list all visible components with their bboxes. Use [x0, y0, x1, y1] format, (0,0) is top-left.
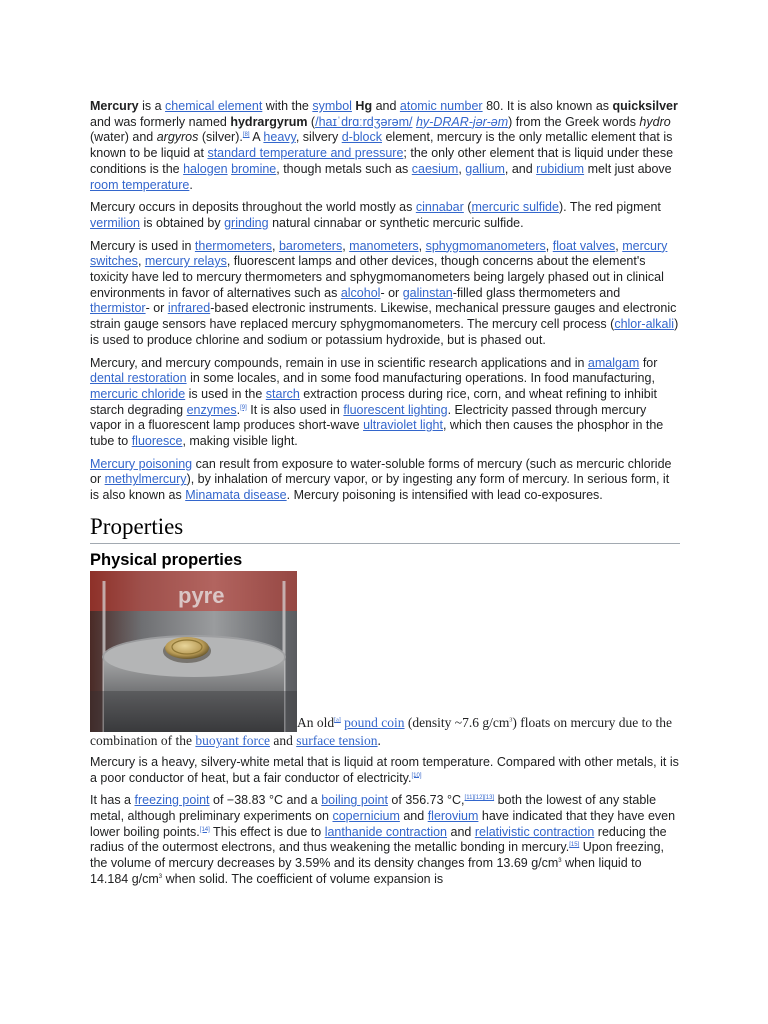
text: (water) and	[90, 130, 157, 145]
link-rubidium[interactable]: rubidium	[536, 161, 585, 176]
text: -filled glass thermometers and	[452, 285, 621, 300]
link-cinnabar[interactable]: cinnabar	[415, 200, 464, 215]
text: ), by inhalation of mercury vapor, or by ingesting any form of mercury. In serious form, it is also known as	[90, 472, 670, 503]
text: natural cinnabar or synthetic mercuric sulfide.	[268, 215, 524, 230]
text: Mercury is a heavy, silvery-white metal that is liquid at room temperature. Compared with other metals, it is a poor conductor of heat, but a fair conductor of electricity.	[90, 754, 679, 785]
text: ) from the Greek words	[508, 114, 640, 129]
text: Mercury, and mercury compounds, remain in use in scientific research applications and in	[90, 355, 588, 370]
text: , making visible light.	[182, 434, 298, 449]
text: ,	[418, 238, 426, 253]
text: (	[463, 200, 472, 215]
text: It has a	[90, 793, 135, 808]
text: with the	[262, 99, 313, 113]
link-infrared[interactable]: infrared	[167, 301, 211, 316]
photo-coin-floating-on-mercury	[90, 571, 297, 732]
link-amalgam[interactable]: amalgam	[587, 355, 640, 370]
text: , fluorescent lamps and other devices, though concerns about the element's toxicity have led to mercury thermometers and sphygmomanometers being largely phased out in clinical environments in favor of alternatives such as	[90, 254, 664, 300]
text: is a	[138, 99, 166, 113]
link-buoyant-force[interactable]: buoyant force	[195, 732, 270, 748]
link-room-temperature[interactable]: room temperature	[90, 177, 190, 192]
text: can result from exposure to water-soluble forms of mercury (such as mercuric chloride or	[90, 456, 672, 487]
text: of 356.73 °C,	[387, 793, 465, 808]
figure-floating-coin	[90, 571, 680, 750]
link-galinstan[interactable]: galinstan	[402, 285, 453, 300]
text: ) floats on mercury due to the combination of the	[90, 714, 673, 748]
reference-link[interactable]: [8]	[242, 132, 250, 139]
link-pound-coin[interactable]: pound coin	[344, 714, 405, 730]
reference-link[interactable]: [a]	[334, 717, 341, 724]
text: of −38.83 °C and a	[209, 793, 322, 808]
text: ,	[272, 238, 279, 253]
reference-link[interactable]: [11][12][13]	[464, 795, 495, 802]
link-grinding[interactable]: grinding	[224, 215, 269, 230]
link-enzymes[interactable]: enzymes	[186, 402, 237, 417]
term-argyros: argyros	[156, 130, 199, 145]
text: This effect is due to	[209, 824, 325, 839]
occurrence-paragraph	[90, 200, 680, 231]
link-symbol[interactable]: symbol	[312, 99, 352, 113]
text: and	[399, 808, 428, 823]
link-caesium[interactable]: caesium	[411, 161, 459, 176]
link-vermilion[interactable]: vermilion	[90, 215, 141, 230]
text: (silver).	[198, 130, 243, 145]
text: ,	[615, 238, 623, 253]
melting-paragraph	[90, 793, 680, 887]
link-starch[interactable]: starch	[265, 386, 300, 401]
text: Upon freezing, the volume of mercury decreases by 3.59% and its density changes from 13.69 g/cm	[90, 840, 664, 871]
subsection-heading-physical-properties: Physical properties	[90, 550, 243, 569]
text: (	[307, 114, 316, 129]
text: .	[236, 402, 241, 417]
text: extraction process during rice, corn, and wheat refining to inhibit starch degrading	[90, 386, 657, 417]
text: ) is used to produce chlorine and sodium or potassium hydroxide, but is phased out.	[90, 317, 679, 347]
text: both the lowest of any stable metal, although preliminary experiments on	[90, 793, 657, 823]
term-hydrargyrum: hydrargyrum	[230, 114, 308, 129]
text: , though metals such as	[276, 161, 412, 176]
article-body	[90, 99, 680, 895]
text: ; the only other element that is liquid under these conditions is the	[90, 146, 674, 176]
link-copernicium[interactable]: copernicium	[332, 808, 400, 823]
link-lanthanide-contraction[interactable]: lanthanide contraction	[324, 824, 448, 839]
link-halogen[interactable]: halogen	[183, 161, 228, 176]
link-freezing-point[interactable]: freezing point	[134, 793, 210, 808]
link-heavy[interactable]: heavy	[263, 130, 296, 145]
text: ). The red pigment	[558, 200, 661, 215]
link-d-block[interactable]: d-block	[341, 130, 382, 145]
link-manometers[interactable]: manometers	[349, 238, 419, 253]
term-hydro: hydro	[639, 114, 671, 129]
link-ipa-pronunciation[interactable]: /haɪˈdrɑːrdʒərəm/	[315, 114, 413, 129]
text: . Mercury poisoning is intensified with lead co-exposures.	[286, 488, 603, 503]
uses-paragraph	[90, 239, 680, 349]
link-fluoresce[interactable]: fluoresce	[131, 434, 183, 449]
text: - or	[145, 301, 168, 316]
text: when solid. The coefficient of volume expansion is	[162, 871, 444, 886]
link-sphygmomanometers[interactable]: sphygmomanometers	[425, 238, 546, 253]
link-minamata-disease[interactable]: Minamata disease	[185, 488, 287, 503]
link-chemical-element[interactable]: chemical element	[165, 99, 263, 113]
link-relativistic-contraction[interactable]: relativistic contraction	[474, 824, 595, 839]
text: Mercury occurs in deposits throughout the world mostly as	[90, 200, 416, 215]
link-alcohol[interactable]: alcohol	[340, 285, 381, 300]
intro-paragraph	[90, 99, 680, 193]
text: . Electricity passed through mercury vapor in a fluorescent lamp produces short-wave	[90, 402, 647, 433]
photo-label: pyre	[178, 582, 225, 608]
text: is used in the	[185, 386, 266, 401]
text: ,	[137, 254, 145, 269]
link-standard-temperature[interactable]: standard temperature and pressure	[207, 146, 404, 161]
link-mercuric-sulfide[interactable]: mercuric sulfide	[471, 200, 559, 215]
link-gallium[interactable]: gallium	[465, 161, 505, 176]
link-bromine[interactable]: bromine	[231, 161, 277, 176]
link-thermometers[interactable]: thermometers	[194, 238, 273, 253]
text: It is also used in	[246, 402, 344, 417]
link-mercuric-chloride[interactable]: mercuric chloride	[90, 386, 186, 401]
link-flerovium[interactable]: flerovium	[427, 808, 479, 823]
reference-link[interactable]: [9]	[240, 404, 247, 411]
link-mercury-poisoning[interactable]: Mercury poisoning	[90, 456, 193, 471]
term-mercury: Mercury	[90, 99, 139, 113]
text: .	[377, 732, 381, 748]
reference-link[interactable]: [14]	[199, 826, 210, 833]
text: and	[372, 99, 400, 113]
text: -based electronic instruments. Likewise, mechanical pressure gauges and electronic strain gauge sensors have replaced mercury sphygmomanometers. The mercury cell process (	[90, 301, 677, 332]
text: , and	[504, 161, 537, 176]
text: element, mercury is the only metallic element that is known to be liquid at	[90, 130, 673, 161]
text: A	[249, 130, 264, 145]
text: and was formerly named	[90, 114, 231, 129]
text: in some locales, and in some food manufacturing operations. In food manufacturing,	[186, 371, 655, 386]
reference-link[interactable]: [10]	[411, 772, 422, 779]
link-chlor-alkali[interactable]: chlor-alkali	[614, 317, 675, 332]
text: and	[269, 732, 297, 748]
superscript: 3	[558, 857, 562, 864]
text: .	[189, 177, 193, 192]
text: when liquid to 14.184 g/cm	[90, 856, 642, 886]
link-barometers[interactable]: barometers	[278, 238, 343, 253]
text: Mercury is used in	[90, 238, 195, 253]
text: have indicated that they have even lower boiling points.	[90, 808, 676, 839]
text: , silvery	[295, 130, 342, 145]
text: - or	[380, 285, 403, 300]
term-quicksilver: quicksilver	[612, 99, 678, 113]
link-methylmercury[interactable]: methylmercury	[104, 472, 187, 487]
link-thermistor[interactable]: thermistor	[90, 301, 146, 316]
text: for	[639, 355, 658, 370]
term-hg: Hg	[355, 99, 373, 113]
link-surface-tension[interactable]: surface tension	[296, 732, 378, 748]
text: and	[447, 824, 475, 839]
text: melt just above	[584, 161, 672, 176]
text: ,	[342, 238, 350, 253]
text: (density ~7.6 g/cm	[404, 714, 510, 730]
text: 80. It is also known as	[482, 99, 613, 113]
link-mercury-switches[interactable]: mercury switches	[90, 238, 668, 269]
link-atomic-number[interactable]: atomic number	[399, 99, 483, 113]
text: , which then causes the phosphor in the tube to	[90, 418, 664, 449]
link-mercury-relays[interactable]: mercury relays	[144, 254, 227, 269]
text: ,	[545, 238, 553, 253]
physical-paragraph	[90, 755, 680, 786]
poisoning-paragraph	[90, 457, 680, 504]
text: is obtained by	[140, 215, 225, 230]
link-ultraviolet-light[interactable]: ultraviolet light	[363, 418, 443, 433]
link-boiling-point[interactable]: boiling point	[321, 793, 388, 808]
link-respelling[interactable]: hy-DRAR-jər-əm	[415, 114, 509, 129]
superscript: 3	[509, 717, 513, 724]
section-heading-properties: Properties	[90, 513, 680, 544]
text: ,	[458, 161, 466, 176]
reference-link[interactable]: [15]	[569, 842, 580, 849]
link-float-valves[interactable]: float valves	[552, 238, 616, 253]
link-fluorescent-lighting[interactable]: fluorescent lighting	[343, 402, 448, 417]
text: An old	[297, 714, 335, 730]
research-paragraph	[90, 356, 680, 450]
link-dental-restoration[interactable]: dental restoration	[90, 371, 187, 386]
superscript: 3	[158, 873, 163, 880]
text: reducing the radius of the outermost electrons, and thus weakening the metallic bonding in mercury.	[90, 824, 667, 855]
